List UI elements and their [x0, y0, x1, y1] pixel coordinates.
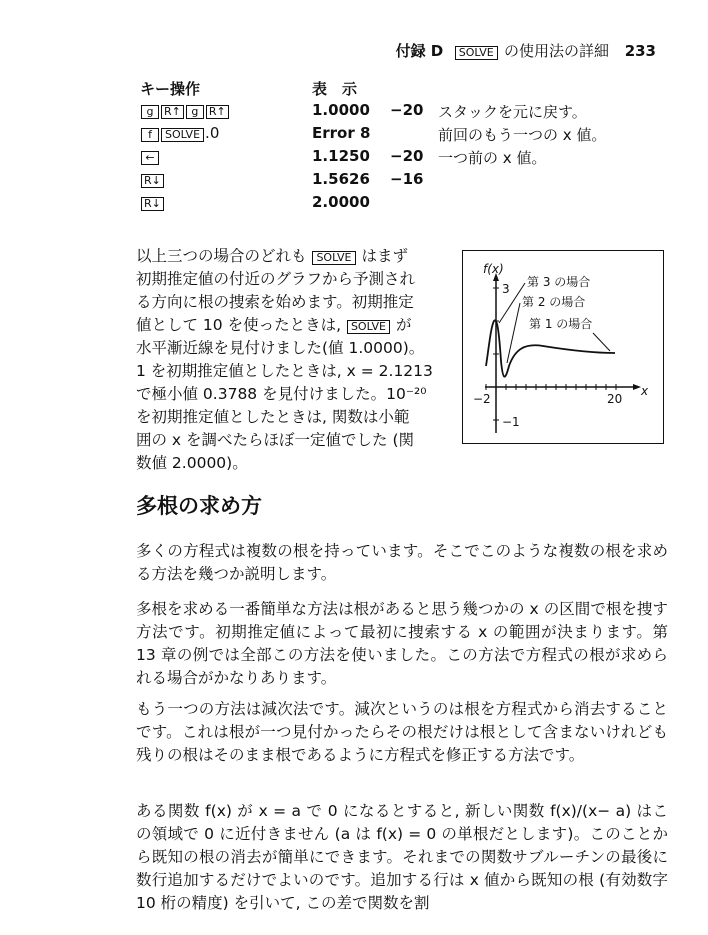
paragraph-1: 多くの方程式は複数の根を持っています。そこでこのような複数の根を求める方法を幾つか説明します。 [136, 542, 668, 583]
key-g: g [141, 105, 159, 119]
key-solve: SOLVE [161, 128, 204, 142]
solve-key-label: SOLVE [347, 320, 390, 334]
section-title: 多根の求め方 [136, 494, 262, 518]
running-header [396, 40, 656, 61]
x-axis-label: x [641, 384, 649, 398]
text-line: 初期推定値の付近のグラフから予測され [136, 270, 416, 288]
text-line: 1 を初期推定値としたときは, x = 2.1213 [136, 362, 433, 380]
key-backspace: ← [141, 151, 159, 165]
display-value: 1.0000 [312, 101, 370, 119]
paragraph-3: もう一つの方法は減次法です。減次というのは根を方程式から消去することです。これは根が一つ見付かったらその根だけは根として含まないけれども残りの根はそのまま根であるように方程式を修正する方法です。 [136, 700, 668, 764]
text-line: る方向に根の捜索を始めます。初期推定 [136, 293, 414, 311]
graph-svg [463, 251, 663, 443]
side-paragraph [136, 245, 448, 475]
text-line [136, 245, 448, 268]
case2-label: 第 2 の場合 [522, 295, 586, 309]
pointer-case1 [593, 333, 610, 351]
text-line: 水平漸近線を見付けました(値 1.0000)。 [136, 339, 425, 357]
display-exponent: −16 [390, 170, 424, 188]
display-value: Error 8 [312, 124, 371, 142]
header-title: の使用法の詳細 [504, 42, 610, 60]
key-sequence [140, 101, 230, 119]
paragraph-2: 多根を求める一番簡単な方法は根があると思う幾つかの x の区間で根を捜す方法です。初期推定値によって最初に捜索する x の範囲が決まります。第 13 章の例では全部この方法を使いました。この方法で方程式の根が求められる場合がかなりあります。 [136, 600, 668, 687]
text-line: で極小値 0.3788 を見付けました。10⁻²⁰ [136, 385, 427, 403]
key-roll-up: R↑ [161, 105, 184, 119]
case1-label: 第 1 の場合 [529, 317, 593, 331]
display-exponent: −20 [390, 101, 424, 119]
solve-key-label: SOLVE [455, 46, 498, 60]
text-line: 数値 2.0000)。 [136, 454, 248, 472]
column-header-display: 表 示 [312, 80, 358, 98]
display-value: 1.5626 [312, 170, 370, 188]
key-suffix: .0 [205, 124, 220, 142]
paragraph-4: ある関数 f(x) が x = a で 0 になるとすると, 新しい関数 f(x)/(x− a) はこの領域で 0 に近付きません (a は f(x) = 0 の単根だとします)。このことから既知の根の消去が簡単にできます。それまでの関数サブルーチンの最後に数行追加するだけでよいのです。追加する行は x 値から既知の根 (有効数字 10 桁の精度) を引いて, この差で関数を割 [136, 802, 668, 912]
page-number: 233 [624, 42, 656, 60]
key-f: f [141, 128, 159, 142]
y-axis-label: f(x) [483, 262, 504, 276]
key-sequence [140, 147, 160, 165]
x-tick-label-right: 20 [607, 392, 623, 406]
row-note: 前回のもう一つの x 値。 [438, 126, 607, 144]
row-note: 一つ前の x 値。 [438, 149, 547, 167]
row-note: スタックを元に戻す。 [438, 103, 587, 121]
key-g: g [186, 105, 204, 119]
text-line: 囲の x を調べたらほぼ一定値でした (関 [136, 431, 415, 449]
y-tick-label-top: 3 [502, 282, 510, 296]
text-fragment: 値として 10 を使ったときは, [136, 316, 342, 334]
display-exponent: −20 [390, 147, 424, 165]
key-roll-down: R↓ [141, 174, 164, 188]
column-header-keys: キー操作 [140, 80, 201, 98]
x-axis-arrow [633, 384, 641, 390]
key-sequence [140, 170, 165, 188]
text-fragment: 以上三つの場合のどれも [136, 247, 307, 265]
text-line: を初期推定値としたときは, 関数は小範 [136, 408, 410, 426]
key-sequence [140, 193, 165, 211]
key-roll-down: R↓ [141, 197, 164, 211]
display-value: 1.1250 [312, 147, 370, 165]
y-tick-label-bottom: −1 [502, 415, 520, 429]
text-fragment: が [395, 316, 412, 334]
case3-label: 第 3 の場合 [527, 275, 591, 289]
pointer-case2 [507, 303, 520, 363]
key-sequence [140, 124, 219, 142]
text-fragment: はまず [361, 247, 408, 265]
display-value: 2.0000 [312, 193, 370, 211]
solve-key-label: SOLVE [312, 251, 355, 265]
text-line [136, 314, 448, 337]
appendix-label: 付録 D [395, 42, 444, 60]
key-roll-up: R↑ [206, 105, 229, 119]
function-graph [462, 250, 664, 444]
x-tick-label-left: −2 [473, 392, 491, 406]
